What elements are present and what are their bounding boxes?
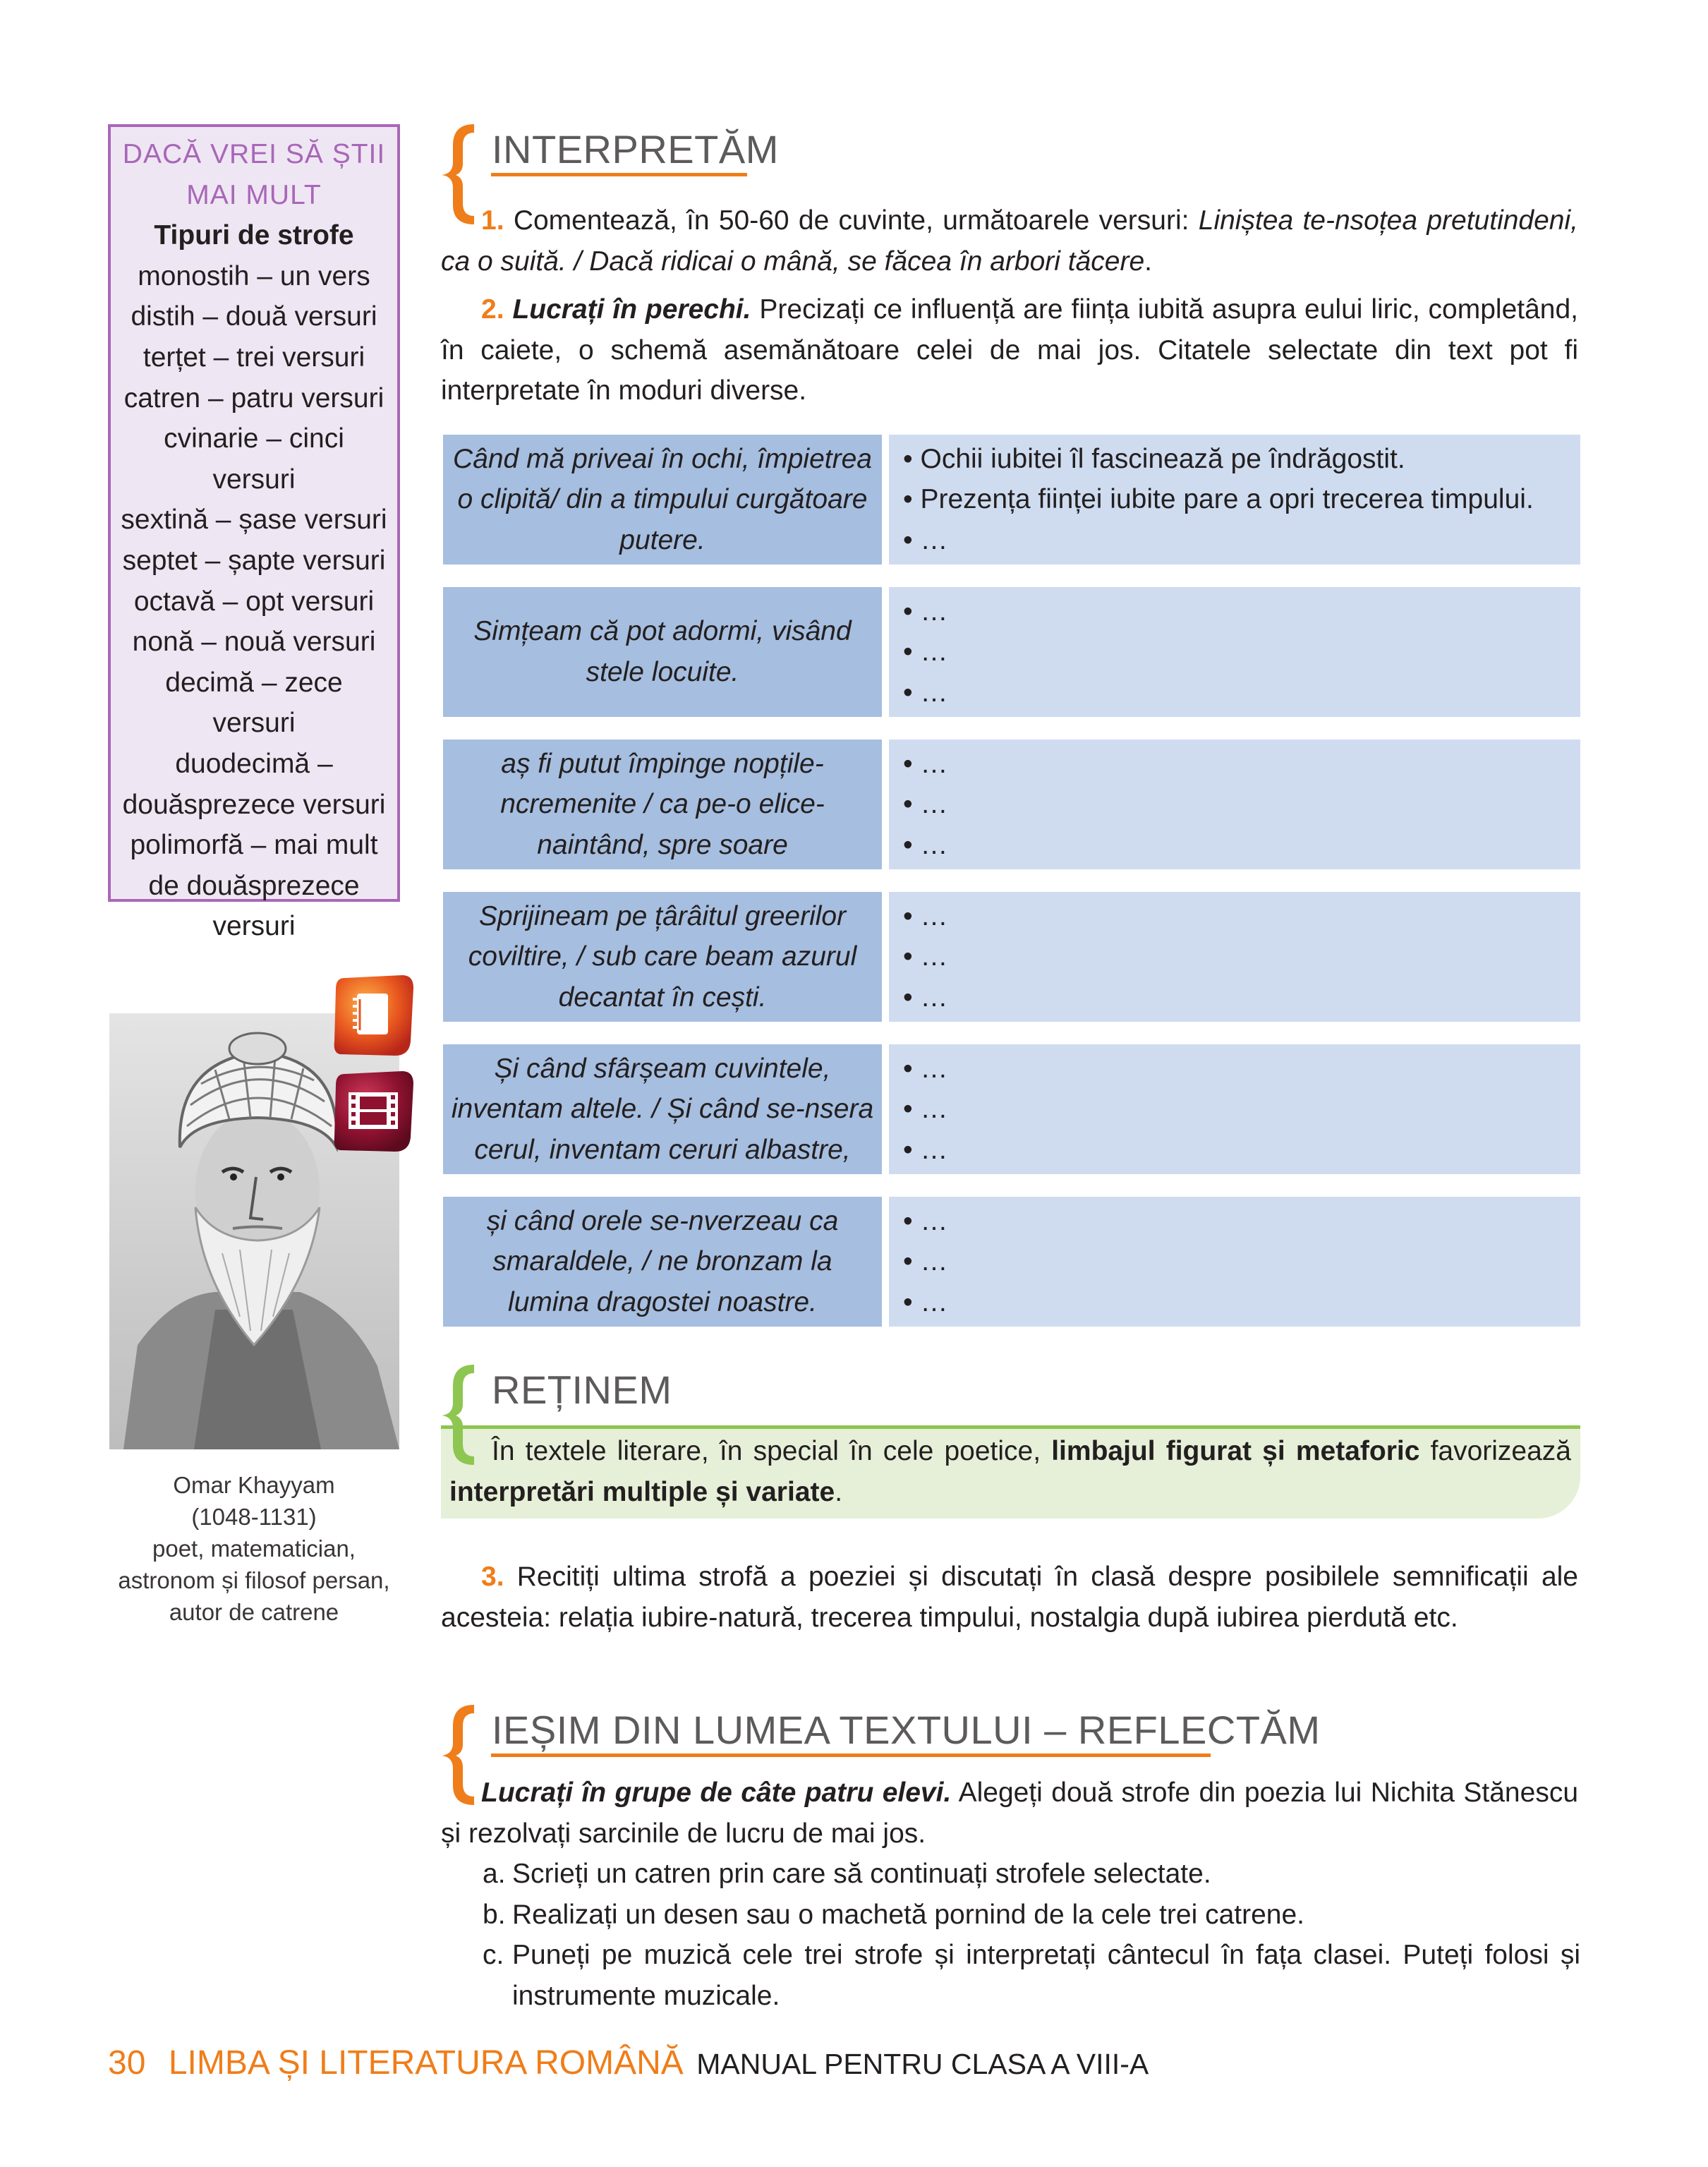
sidebar-item: catren – patru versuri	[123, 382, 384, 414]
table-row	[443, 1044, 1580, 1174]
answer-item: • Ochii iubitei îl fascinează pe îndrăgostit.	[903, 443, 1405, 474]
retinem-end: .	[835, 1476, 843, 1507]
table-quote: Și când sfârșeam cuvintele, inventam altele. / Și când se-nsera cerul, inventam ceruri albastre,	[443, 1044, 882, 1174]
answer-item: • …	[903, 1094, 948, 1125]
question-number: 3.	[481, 1562, 504, 1592]
portrait-caption	[106, 1469, 402, 1628]
list-text: Scrieți un catren prin care să continuați strofele selectate.	[512, 1859, 1211, 1889]
table-row	[443, 740, 1580, 869]
title-underline	[491, 173, 747, 176]
footer-subject: LIMBA ȘI LITERATURA ROMÂNĂ	[168, 2044, 684, 2082]
answer-item: • …	[903, 1053, 948, 1084]
answer-item: • …	[903, 677, 948, 708]
question-number: 2.	[481, 294, 504, 325]
list-label: b.	[483, 1900, 506, 1930]
table-answers	[889, 1044, 1580, 1174]
section-title: IEȘIM DIN LUMEA TEXTULUI – REFLECTĂM	[492, 1708, 1321, 1752]
table-quote: Simțeam că pot adormi, visând stele locuite.	[443, 587, 882, 717]
caption-desc: astronom și filosof persan,	[118, 1567, 390, 1593]
list-item	[483, 1935, 1580, 2016]
section-title: REȚINEM	[492, 1368, 672, 1412]
group-task-intro	[441, 1773, 1578, 1854]
list-text: Realizați un desen sau o machetă pornind de la cele trei catrene.	[512, 1900, 1305, 1930]
table-quote: aș fi putut împinge nopțile-ncremenite / ca pe-o elice-naintând, spre soare	[443, 740, 882, 869]
sidebar-item: cvinarie – cinci versuri	[164, 423, 344, 495]
table-answers	[889, 1197, 1580, 1327]
question-2	[441, 289, 1578, 411]
table-row	[443, 1197, 1580, 1327]
sidebar-item: polimorfă – mai mult de douăsprezece versuri	[130, 830, 378, 942]
book-icon[interactable]	[330, 971, 416, 1060]
page-footer	[108, 2044, 1149, 2082]
film-icon[interactable]	[330, 1067, 416, 1156]
retinem-text	[449, 1431, 1571, 1512]
info-sidebar	[108, 124, 400, 942]
table-answers	[889, 587, 1580, 717]
sidebar-item: monostih – un vers	[138, 260, 370, 291]
sidebar-item: nonă – nouă versuri	[132, 627, 376, 658]
sidebar-item: distih – două versuri	[131, 301, 377, 332]
question-text: Precizați ce influență are ființa iubită asupra eului liric, completând, în caiete, o schemă asemănătoare celei de mai jos. Citatele selectate din text pot fi interpretate în moduri diverse.	[441, 294, 1579, 406]
answer-item: • …	[903, 596, 948, 627]
answer-item: • …	[903, 1134, 948, 1165]
footer-manual: MANUAL PENTRU CLASA A VIII-A	[696, 2048, 1149, 2080]
caption-desc: poet, matematician,	[152, 1535, 356, 1562]
question-quote: Liniștea te-nsoțea pretutindeni, ca o suită. / Dacă ridicai o mână, se făcea în arbori tăcere	[441, 205, 1578, 277]
retinem-part: favorizează	[1430, 1436, 1571, 1466]
sidebar-subtitle: Tipuri de strofe	[154, 220, 354, 251]
question-lead: Lucrați în perechi.	[512, 294, 751, 325]
table-answers	[889, 435, 1580, 565]
question-end: .	[1144, 246, 1153, 277]
answer-item: • …	[903, 524, 948, 555]
sidebar-item: terțet – trei versuri	[143, 342, 365, 373]
sidebar-item: sextină – șase versuri	[121, 505, 387, 536]
task-intro: Alegeți două strofe din poezia lui Nichita Stănescu și rezolvați sarcinile de lucru de mai jos.	[441, 1777, 1579, 1849]
table-quote: Când mă priveai în ochi, împietrea o clipită/ din a timpului curgătoare putere.	[443, 435, 882, 565]
table-answers	[889, 892, 1580, 1022]
caption-desc: autor de catrene	[169, 1599, 339, 1625]
retinem-part: În textele literare, în special în cele poetice,	[492, 1436, 1041, 1466]
table-quote: Sprijineam pe țârâitul greerilor coviltire, / sub care beam azurul decantat în cești.	[443, 892, 882, 1022]
question-text: Comentează, în 50-60 de cuvinte, următoarele versuri:	[513, 205, 1189, 236]
answer-item: • …	[903, 941, 948, 972]
list-item	[483, 1854, 1580, 1895]
answer-item: • …	[903, 900, 948, 931]
list-text: Puneți pe muzică cele trei strofe și interpretați cântecul în fața clasei. Puteți folosi și instrumente muzicale.	[512, 1940, 1580, 2011]
sidebar-item: duodecimă – douăsprezece versuri	[122, 748, 386, 820]
answer-item: • Prezența ființei iubite pare a opri trecerea timpului.	[903, 484, 1534, 515]
sidebar-item: decimă – zece versuri	[165, 667, 343, 739]
retinem-bold: interpretări multiple și variate	[449, 1476, 835, 1507]
sidebar-kicker-2: MAI MULT	[186, 179, 322, 210]
answer-item: • …	[903, 748, 948, 779]
title-underline	[491, 1753, 1211, 1757]
table-row	[443, 435, 1580, 565]
table-quote: și când orele se-nverzeau ca smaraldele, / ne bronzam la lumina dragostei noastre.	[443, 1197, 882, 1327]
question-3	[441, 1557, 1578, 1638]
question-number: 1.	[481, 205, 504, 236]
answer-item: • …	[903, 1246, 948, 1277]
table-answers	[889, 740, 1580, 869]
answer-item: • …	[903, 829, 948, 860]
answer-item: • …	[903, 789, 948, 820]
table-row	[443, 587, 1580, 717]
table-row	[443, 892, 1580, 1022]
retinem-bold: limbajul figurat și metaforic	[1051, 1436, 1420, 1466]
page-number: 30	[108, 2044, 146, 2082]
task-lead: Lucrați în grupe de câte patru elevi.	[481, 1777, 952, 1808]
question-1	[441, 200, 1578, 282]
list-item	[483, 1895, 1580, 1936]
question-text: Recitiți ultima strofă a poeziei și discutați în clasă despre posibilele semnificații ale acesteia: relația iubire-natură, trecerea timpului, nostalgia după iubirea pierdută etc.	[441, 1562, 1578, 1633]
caption-years: (1048-1131)	[191, 1504, 317, 1530]
sidebar-kicker: DACĂ VREI SĂ ȘTII	[122, 139, 386, 169]
caption-name: Omar Khayyam	[173, 1472, 335, 1498]
answer-item: • …	[903, 1205, 948, 1236]
answer-item: • …	[903, 982, 948, 1013]
answer-item: • …	[903, 1286, 948, 1317]
answer-item: • …	[903, 636, 948, 668]
sidebar-item: octavă – opt versuri	[133, 586, 375, 617]
section-title: INTERPRETĂM	[492, 127, 779, 171]
sidebar-item: septet – șapte versuri	[122, 545, 386, 576]
list-label: c.	[483, 1940, 504, 1970]
list-label: a.	[483, 1859, 506, 1889]
